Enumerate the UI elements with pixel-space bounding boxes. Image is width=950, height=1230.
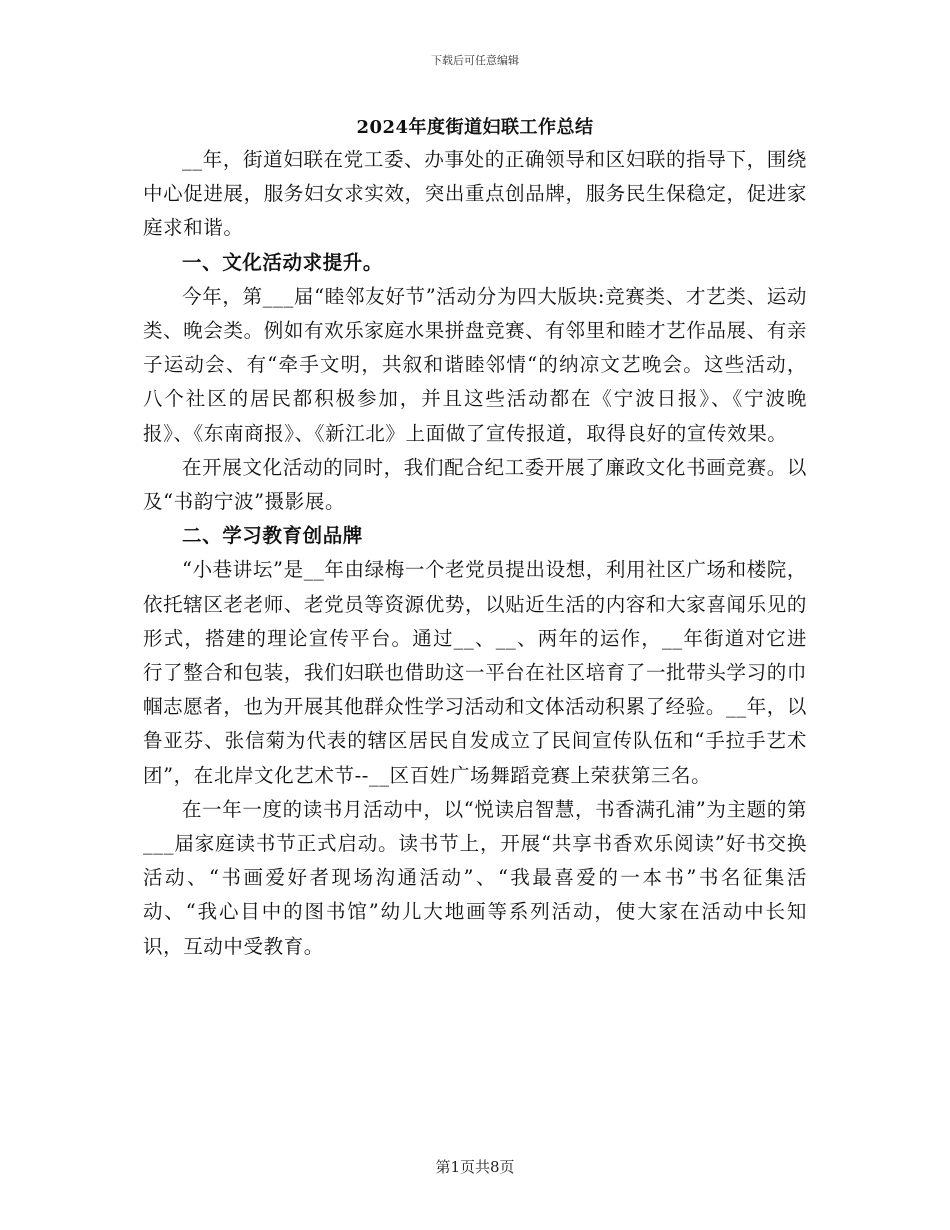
section-1-paragraph-1: 今年，第___届“睦邻友好节”活动分为四大版块:竞赛类、才艺类、运动类、晚会类。例如有欢乐家庭水果拼盘竞赛、有邻里和睦才艺作品展、有亲子运动会、有“牵手文明，共叙和谐睦邻情“的纳凉文艺晚会。这些活动，八个社区的居民都积极参加，并且这些活动都在《宁波日报》、《宁波晚报》、《东南商报》、《新江北》上面做了宣传报道，取得良好的宣传效果。 [143,284,807,445]
section-1-paragraph-2: 在开展文化活动的同时，我们配合纪工委开展了廉政文化书画竞赛。以及“书韵宁波”摄影展。 [143,455,807,514]
intro-paragraph: __年，街道妇联在党工委、办事处的正确领导和区妇联的指导下，围绕中心促进展，服务妇女求实效，突出重点创品牌，服务民生保稳定，促进家庭求和谐。 [143,148,807,240]
section-2-paragraph-1: “小巷讲坛”是__年由绿梅一个老党员提出设想，利用社区广场和楼院，依托辖区老老师、老党员等资源优势，以贴近生活的内容和大家喜闻乐见的形式，搭建的理论宣传平台。通过__、__、两年的运作，__年街道对它进行了整合和包装，我们妇联也借助这一平台在社区培育了一批带头学习的巾帼志愿者，也为开展其他群众性学习活动和文体活动积累了经验。__年，以鲁亚芬、张信菊为代表的辖区居民自发成立了民间宣传队伍和“手拉手艺术团”，在北岸文化艺术节--__区百姓广场舞蹈竞赛上荣获第三名。 [143,558,807,787]
section-2-heading: 二、学习教育创品牌 [182,524,363,548]
document-body [143,113,807,964]
section-1-heading: 一、文化活动求提升。 [182,250,384,274]
section-2-paragraph-2: 在一年一度的读书月活动中，以“悦读启智慧，书香满孔浦”为主题的第___届家庭读书节正式启动。读书节上，开展“共享书香欢乐阅读”好书交换活动、“书画爱好者现场沟通活动”、“我最喜爱的一本书”书名征集活动、“我心目中的图书馆”幼儿大地画等系列活动，使大家在活动中长知识，互动中受教育。 [143,797,807,958]
header-note: 下载后可任意编辑 [431,54,519,67]
page-number: 第1页共8页 [435,1158,515,1176]
document-title: 2024年度街道妇联工作总结 [356,117,594,138]
